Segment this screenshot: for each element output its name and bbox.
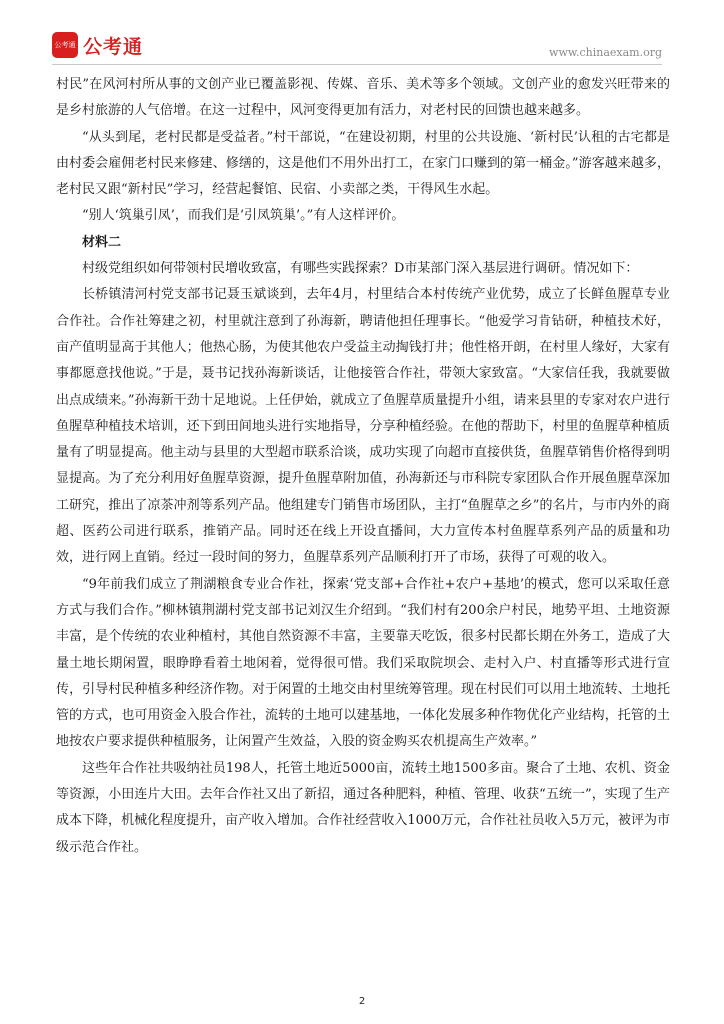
paragraph: 这些年合作社共吸纳社员198人，托管土地近5000亩，流转土地1500多亩。聚合了土地、农机、资金等资源，小田连片大田。去年合作社又出了新招，通过各种肥料，种植、管理、收获“五统一”，实现了生产成本下降，机械化程度提升，亩产收入增加。合作社经营收入1000万元，合作社社员收入5万元，被评为市级示范合作社。 [56,760,670,855]
paragraph-continued: 村民”在风河村所从事的文创产业已覆盖影视、传媒、音乐、美术等多个领域。文创产业的愈发兴旺带来的是乡村旅游的人气倍增。在这一过程中，风河变得更加有活力，对老村民的回馈也越来越多。 [56,77,670,119]
page-number: 2 [358,996,366,1007]
paragraph: “9年前我们成立了荆湖粮食专业合作社，探索‘党支部+合作社+农户+基地’的模式，您可以采取任意方式与我们合作。”柳林镇荆湖村党支部书记刘汉生介绍到。“我们村有200余户村民，地势平坦、土地资源丰富，是个传统的农业种植村，其他自然资源不丰富，主要靠天吃饭，很多村民都长期在外务工，造成了大量土地长期闲置，眼睁睁看着土地闲着，觉得很可惜。我们采取院坝会、走村入户、村直播等形式进行宣传，引导村民种植多种经济作物。对于闲置的土地交由村里统筹管理。现在村民们可以用土地流转、土地托管的方式，也可用资金入股合作社，流转的土地可以建基地，一体化发展多种作物优化产业结构，托管的土地按农户要求提供种植服务，让闲置产生效益，入股的资金购买农机提高生产效率。” [56,576,670,750]
section-title: 材料二 [82,234,122,250]
logo-text: 公考通 [83,35,144,58]
paragraph: “从头到尾，老村民都是受益者。”村干部说，“在建设初期，村里的公共设施、‘新村民’认租的古宅都是由村委会雇佣老村民来修建、修缮的，这是他们不用外出打工，在家门口赚到的第一桶金。”游客越来越多，老村民又跟“新村民”学习，经营起餐馆、民宿、小卖部之类，干得风生水起。 [56,129,670,198]
site-url[interactable]: www.chinaexam.org [549,46,662,59]
site-logo[interactable] [52,32,143,58]
paragraph: 村级党组织如何带领村民增收致富，有哪些实践探索？D市某部门深入基层进行调研。情况如下： [82,261,639,277]
paragraph: “别人‘筑巢引凤’，而我们是‘引凤筑巢’。”有人这样评价。 [82,208,405,224]
page-header [52,30,662,65]
paragraph: 长桥镇清河村党支部书记聂玉斌谈到，去年4月，村里结合本村传统产业优势，成立了长鲜鱼腥草专业合作社。合作社筹建之初，村里就注意到了孙海新，聘请他担任理事长。“他爱学习肯钻研，种植技术好，亩产值明显高于其他人；他热心肠，为使其他农户受益主动掏钱打井；他性格开朗，在村里人缘好，大家有事都愿意找他说。”于是，聂书记找孙海新谈话，让他接管合作社，带领大家致富。“大家信任我，我就要做出点成绩来。”孙海新干劲十足地说。上任伊始，就成立了鱼腥草质量提升小组，请来县里的专家对农户进行鱼腥草种植技术培训，还下到田间地头进行实地指导，分享种植经验。在他的帮助下，村里的鱼腥草种植质量有了明显提高。他主动与县里的大型超市联系洽谈，成功实现了向超市直接供货，鱼腥草销售价格得到明显提高。为了充分利用好鱼腥草资源，提升鱼腥草附加值，孙海新还与市科院专家团队合作开展鱼腥草深加工研究，推出了凉茶冲剂等系列产品。他组建专门销售市场团队，主打“鱼腥草之乡”的名片，与市内外的商超、医药公司进行联系，推销产品。同时还在线上开设直播间，大力宣传本村鱼腥草系列产品的质量和功效，进行网上直销。经过一段时间的努力，鱼腥草系列产品顺利打开了市场，获得了可观的收入。 [56,287,670,566]
logo-badge-icon: 公考通 [52,32,78,58]
document-body [56,72,670,861]
